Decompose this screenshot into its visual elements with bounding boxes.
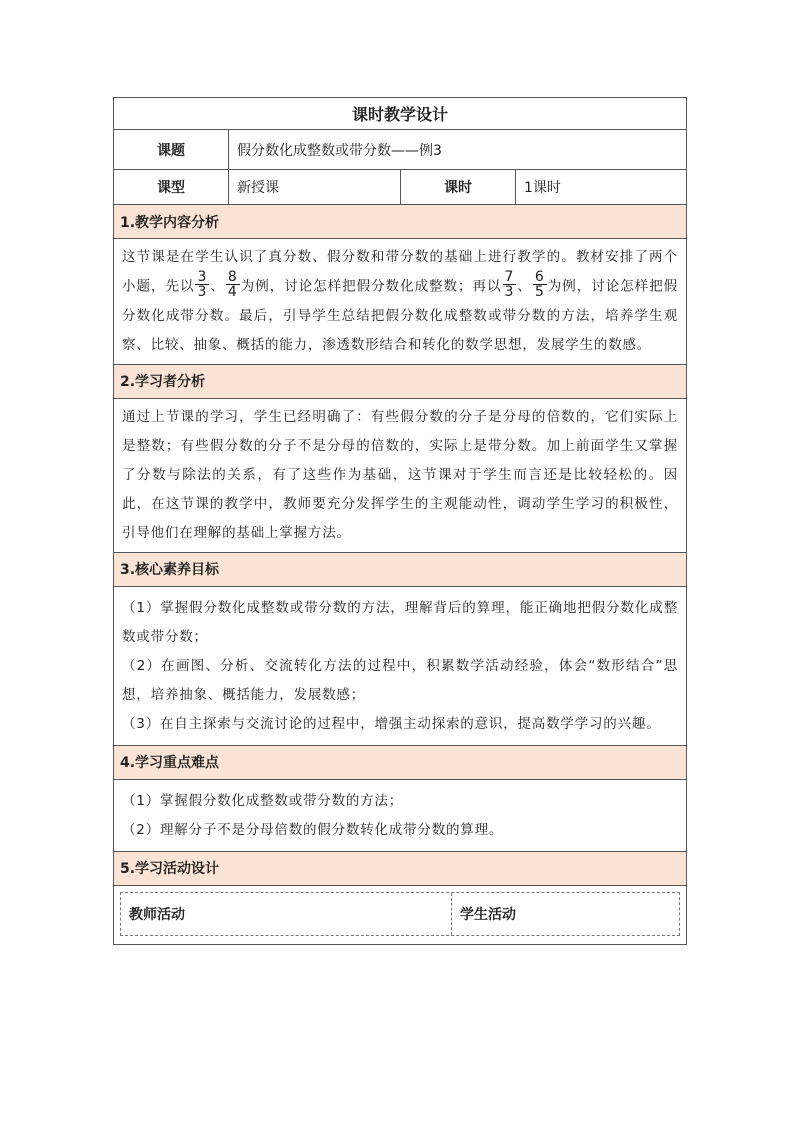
- hours-label: 课时: [400, 170, 515, 204]
- fraction-denominator: 3: [504, 284, 515, 300]
- fraction-numerator: 3: [197, 269, 208, 285]
- section-content-analysis-heading: 1.教学内容分析: [114, 205, 686, 239]
- fraction-numerator: 7: [504, 269, 515, 285]
- goal-item: （3）在自主探索与交流讨论的过程中，增强主动探索的意识，提高数学学习的兴趣。: [122, 715, 661, 732]
- fraction-denominator: 5: [534, 284, 545, 300]
- section-learner-analysis-heading: 2.学习者分析: [114, 365, 686, 399]
- goal-item: （2）在画图、分析、交流转化方法的过程中，积累数学活动经验，体会“数形结合”思想，培养抽象、概括能力，发展数感；: [122, 657, 678, 703]
- goal-item: （1）掌握假分数化成整数或带分数的方法，理解背后的算理，能正确地把假分数化成整数或带分数；: [122, 599, 678, 645]
- lesson-design-table: [113, 97, 687, 945]
- section-key-points-body: [114, 780, 686, 852]
- section-learner-analysis-body: [114, 399, 686, 553]
- type-value: 新授课: [228, 170, 400, 204]
- activity-table: [120, 892, 680, 936]
- type-row: [114, 170, 686, 205]
- fraction-8-4: [226, 270, 240, 299]
- topic-value: 假分数化成整数或带分数——例3: [228, 130, 686, 169]
- topic-label: 课题: [157, 142, 185, 159]
- fraction-numerator: 8: [227, 269, 238, 285]
- content-analysis-part2: 为例，讨论怎样把假分数化成整数；再以: [240, 278, 502, 295]
- fraction-6-5: [533, 270, 547, 299]
- content-analysis-part1: 这节课是在学生认识了真分数、假分数和带分数的基础上进行教学的。教材安排了两个小题，先以: [122, 249, 678, 295]
- content-analysis-text: [122, 243, 678, 360]
- section-activity-design-heading: 5.学习活动设计: [114, 852, 686, 886]
- topic-row: [114, 130, 686, 170]
- student-activity-header: 学生活动: [460, 906, 516, 923]
- fraction-7-3: [503, 270, 517, 299]
- fraction-denominator: 3: [197, 284, 208, 300]
- activity-design-body: [114, 886, 686, 944]
- fraction-3-3: [195, 270, 209, 299]
- key-point-item: （2）理解分子不是分母倍数的假分数转化成带分数的算理。: [122, 821, 504, 838]
- hours-value: 1课时: [515, 170, 686, 204]
- fraction-denominator: 4: [227, 284, 238, 300]
- teacher-activity-header: 教师活动: [121, 893, 452, 935]
- table-title: 课时教学设计: [114, 98, 686, 130]
- section-content-analysis-body: [114, 239, 686, 365]
- fraction-numerator: 6: [534, 269, 545, 285]
- separator: 、: [517, 278, 532, 295]
- learner-analysis-text: 通过上节课的学习，学生已经明确了：有些假分数的分子是分母的倍数的，它们实际上是整数；有些假分数的分子不是分母的倍数的，实际上是带分数。加上前面学生又掌握了分数与除法的关系，有了这些作为基础，这节课对于学生而言还是比较轻松的。因此，在这节课的教学中，教师要充分发挥学生的主观能动性，调动学生学习的积极性，引导他们在理解的基础上掌握方法。: [122, 408, 678, 541]
- key-point-item: （1）掌握假分数化成整数或带分数的方法；: [122, 792, 404, 809]
- type-label: 课型: [157, 180, 185, 196]
- content-analysis-part3: 为例，讨论怎样把假分数化成带分数。最后，引导学生总结把假分数化成整数或带分数的方法，培养学生观察、比较、抽象、概括的能力，渗透数形结合和转化的数学思想，发展学生的数感。: [122, 278, 679, 353]
- section-core-goals-heading: 3.核心素养目标: [114, 553, 686, 587]
- separator: 、: [210, 278, 225, 295]
- section-core-goals-body: [114, 587, 686, 746]
- section-key-points-heading: 4.学习重点难点: [114, 746, 686, 780]
